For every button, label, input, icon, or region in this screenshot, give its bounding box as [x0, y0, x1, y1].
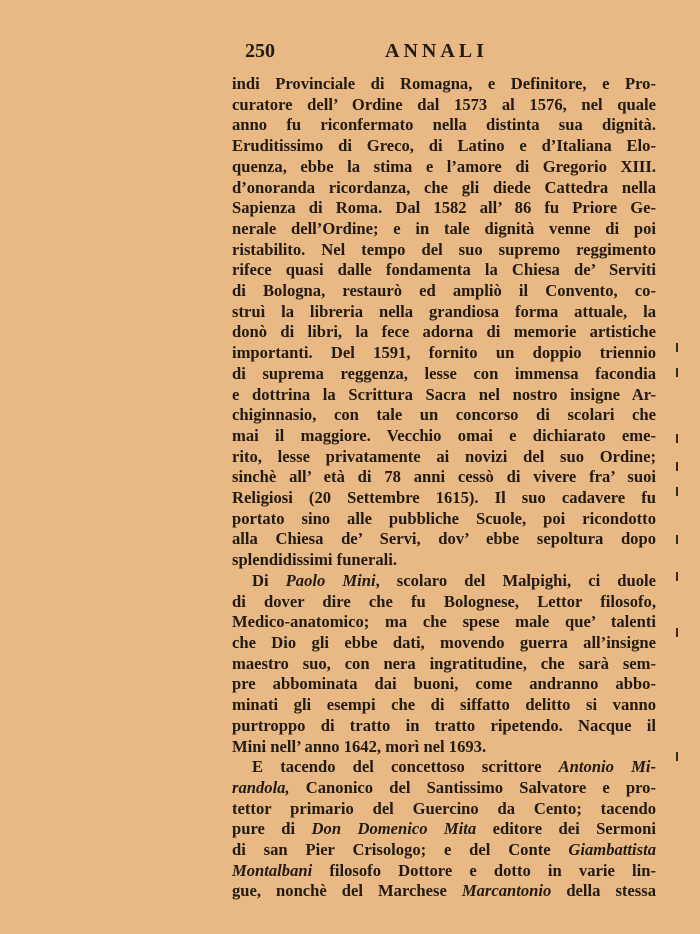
- text-line: [232, 881, 656, 902]
- person-name: Antonio Mi-: [558, 757, 656, 777]
- person-name: Montalbani: [232, 860, 313, 880]
- text-line: di Bologna, restaurò ed ampliò il Convento, co-: [232, 281, 656, 301]
- text-line: sinchè all’ età di 78 anni cessò di vivere fra’ suoi: [232, 467, 656, 487]
- text-line: chiginnasio, con tale un concorso di scolari che: [232, 405, 656, 425]
- running-title: ANNALI: [385, 40, 488, 62]
- text-line: splendidissimi funerali.: [232, 550, 398, 570]
- text-line: Eruditissimo di Greco, di Latino e d’Italiana Elo-: [232, 136, 656, 156]
- text-line: donò di libri, la fece adorna di memorie artistiche: [232, 322, 656, 342]
- person-name: Don Domenico Mita: [311, 819, 477, 839]
- text-line: [232, 840, 656, 861]
- scan-mark: [676, 487, 678, 496]
- text-line: alla Chiesa de’ Servi, dov’ ebbe sepoltura dopo: [232, 529, 656, 549]
- text-span: , scolaro del Malpighi, ci duole: [375, 570, 656, 590]
- scan-mark: [676, 462, 678, 471]
- text-line: importanti. Del 1591, fornito un doppio triennio: [232, 343, 656, 363]
- text-line: [232, 757, 656, 778]
- text-line: Sapienza di Roma. Dal 1582 all’ 86 fu Priore Ge-: [232, 198, 656, 218]
- text-line: Medico-anatomico; ma che spese male que’ talenti: [232, 612, 656, 632]
- text-line: anno fu riconfermato nella distinta sua dignità.: [232, 115, 656, 135]
- text-line: di suprema reggenza, lesse con immensa facondia: [232, 363, 656, 383]
- page-header: [245, 40, 665, 66]
- person-name: Giambattista: [568, 840, 656, 860]
- text-line: portato sino alle pubbliche Scuole, poi ricondotto: [232, 508, 656, 528]
- text-line: ristabilito. Nel tempo del suo supremo reggimento: [232, 239, 656, 259]
- body-text: [232, 74, 656, 902]
- text-line: pre abbominata dai buoni, come andranno abbo-: [232, 674, 656, 694]
- scan-mark: [676, 628, 678, 637]
- text-line: tettor primario del Guercino da Cento; tacendo: [232, 798, 656, 818]
- text-line: mai il maggiore. Vecchio omai e dichiarato eme-: [232, 425, 656, 445]
- page-number: 250: [245, 40, 275, 62]
- text-span: gue, nonchè del Marchese: [232, 881, 462, 901]
- text-line: curatore dell’ Ordine dal 1573 al 1576, nel quale: [232, 94, 656, 114]
- text-line: Religiosi (20 Settembre 1615). Il suo cadavere fu: [232, 488, 656, 508]
- text-line: di dover dire che fu Bolognese, Lettor filosofo,: [232, 591, 656, 611]
- text-line: [232, 571, 656, 592]
- text-line: maestro suo, con nera ingratitudine, che sarà sem-: [232, 653, 656, 673]
- text-line: [232, 819, 656, 840]
- text-line: d’onoranda ricordanza, che gli diede Cattedra nella: [232, 177, 656, 197]
- text-span: pure di: [232, 819, 312, 839]
- person-name: randola,: [232, 777, 290, 797]
- person-name: Paolo Mini: [285, 570, 376, 590]
- text-line: rito, lesse privatamente ai novizi del suo Ordine;: [232, 446, 656, 466]
- text-line: indi Provinciale di Romagna, e Definitore, e Pro-: [232, 74, 656, 93]
- text-line: che Dio gli ebbe dati, movendo guerra all’insigne: [232, 632, 656, 652]
- text-line: nerale dell’Ordine; e in tale dignità venne di poi: [232, 218, 656, 238]
- text-span: editore dei Sermoni: [476, 819, 656, 839]
- text-line: [232, 861, 656, 882]
- text-span: della stessa: [551, 881, 656, 901]
- text-line: e dottrina la Scrittura Sacra nel nostro insigne Ar-: [232, 384, 656, 404]
- text-line: rifece quasi dalle fondamenta la Chiesa de’ Serviti: [232, 260, 656, 280]
- scan-mark: [676, 343, 678, 352]
- paragraph-3: [232, 757, 656, 902]
- text-span: filosofo Dottore e dotto in varie lin-: [312, 860, 656, 880]
- scan-mark: [676, 572, 678, 581]
- scan-mark: [676, 752, 678, 761]
- paragraph-2: [232, 571, 656, 757]
- text-line: quenza, ebbe la stima e l’amore di Gregorio XIII.: [232, 156, 656, 176]
- scan-mark: [676, 368, 678, 377]
- text-line: minati gli esempi che di siffatto delitto si vanno: [232, 695, 656, 715]
- text-line: purtroppo di tratto in tratto ripetendo. Nacque il: [232, 715, 656, 735]
- scan-mark: [676, 535, 678, 544]
- text-span: Canonico del Santissimo Salvatore e pro-: [289, 777, 656, 797]
- text-line: Mini nell’ anno 1642, morì nel 1693.: [232, 736, 487, 756]
- text-line: [232, 778, 656, 799]
- text-span: Di: [252, 570, 286, 590]
- text-line: struì la libreria nella grandiosa forma attuale, la: [232, 301, 656, 321]
- text-span: E tacendo del concettoso scrittore: [252, 757, 559, 777]
- scan-mark: [676, 434, 678, 443]
- person-name: Marcantonio: [461, 881, 552, 901]
- paragraph-1: [232, 74, 656, 571]
- text-span: di san Pier Crisologo; e del Conte: [232, 840, 569, 860]
